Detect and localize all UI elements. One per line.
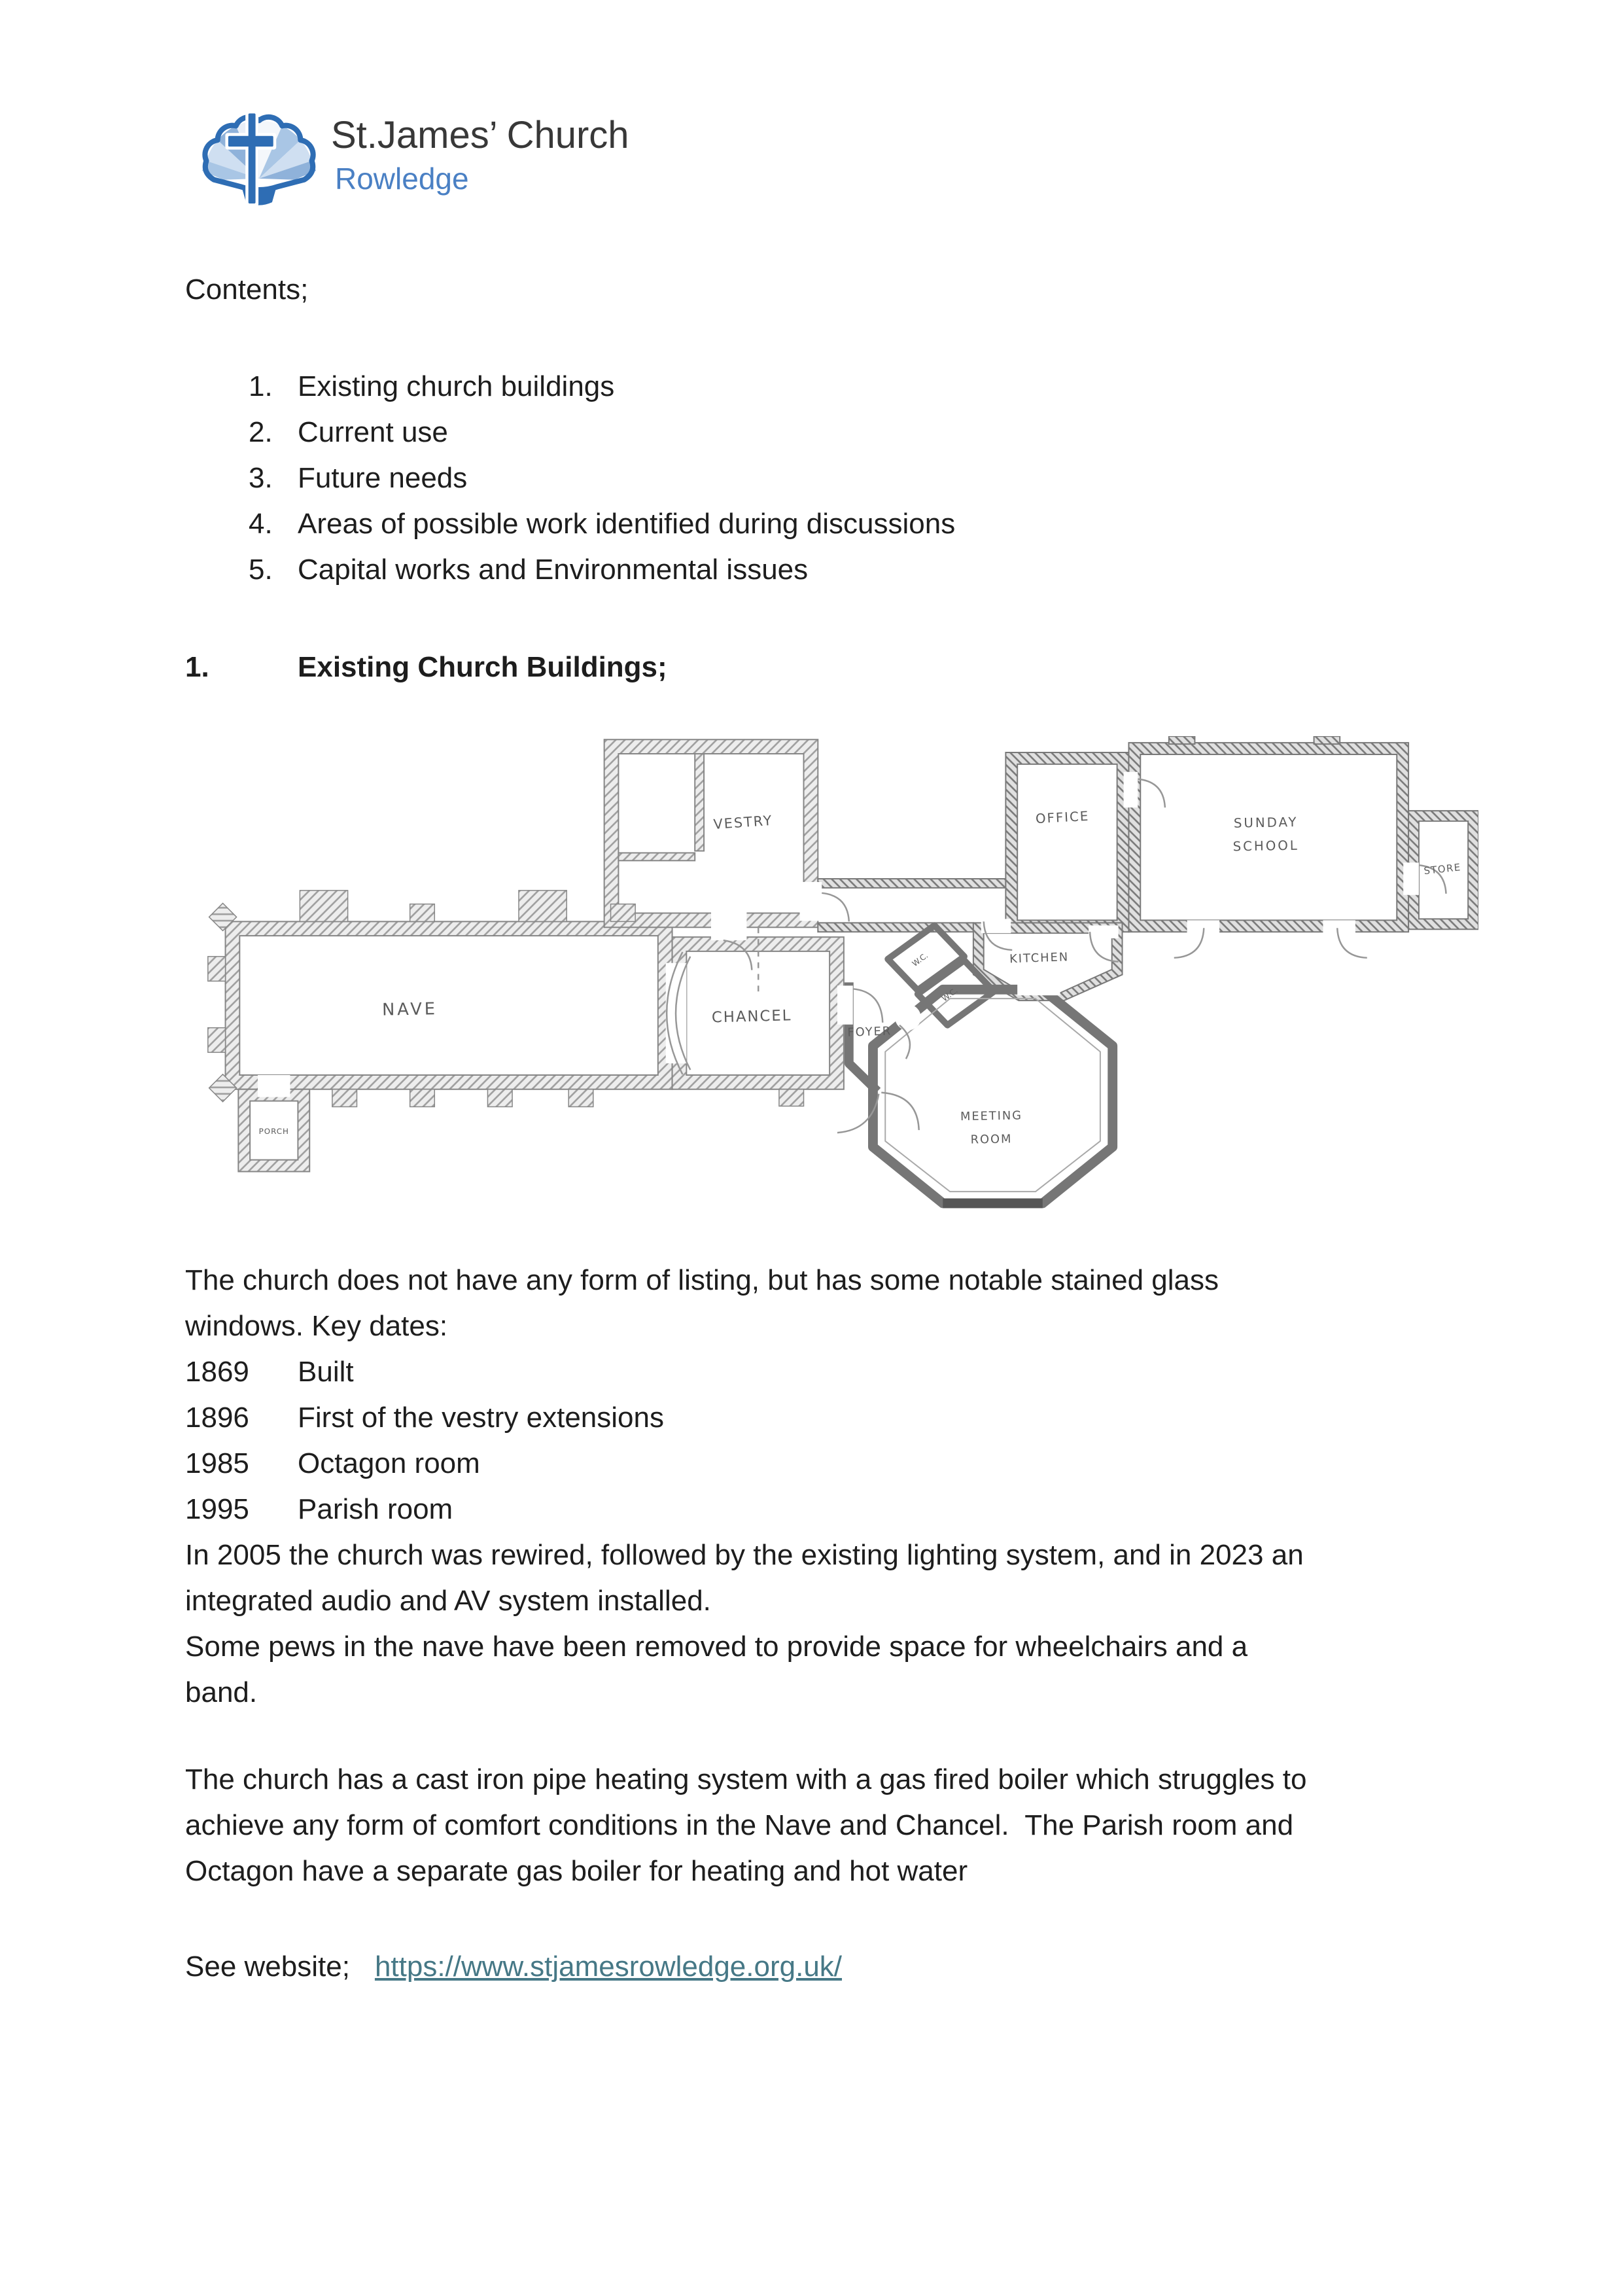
room-label-meeting-room: ROOM: [970, 1132, 1013, 1147]
contents-item-label: Current use: [298, 416, 448, 448]
office-walls: [1005, 752, 1128, 932]
key-date-year: 1985: [185, 1447, 249, 1479]
website-line: [185, 1944, 1565, 1990]
contents-item-5: [185, 547, 955, 593]
logo-subtitle: Rowledge: [335, 162, 469, 196]
room-label-sunday-school: SUNDAY: [1233, 814, 1299, 831]
logo-text: [331, 97, 629, 194]
room-label-office: OFFICE: [1035, 808, 1090, 827]
nave-walls: [226, 921, 672, 1089]
paragraph-heating-line: Octagon have a separate gas boiler for heating and hot water: [185, 1855, 968, 1887]
contents-item-label: Areas of possible work identified during discussions: [298, 508, 956, 540]
shell-cross-logo-icon: [196, 97, 322, 209]
paragraph-rewired: integrated audio and AV system installed.: [185, 1585, 711, 1617]
vestry-walls: [604, 739, 818, 927]
corridor-wall: [818, 879, 1005, 888]
room-label-foyer: FOYER: [847, 1024, 892, 1040]
vestry-partition: [695, 754, 704, 851]
contents-item-3: [185, 455, 955, 501]
key-date-event: Octagon room: [298, 1447, 480, 1479]
meeting-room-inner-line: [885, 998, 1100, 1192]
key-date-year: 1869: [185, 1356, 249, 1388]
website-link[interactable]: https://www.stjamesrowledge.org.uk/: [374, 1951, 843, 1983]
contents-heading: Contents;: [185, 274, 309, 306]
paragraph-heating: [185, 1757, 1565, 1894]
room-label-vestry: VESTRY: [712, 812, 774, 833]
sunday-school-walls: [1128, 743, 1408, 932]
section-title: Existing Church Buildings;: [298, 651, 667, 683]
paragraph-listing: windows. Key dates:: [185, 1310, 448, 1342]
paragraph-pews: Some pews in the nave have been removed to provide space for wheelchairs and a: [185, 1631, 1248, 1663]
corridor-wall: [818, 923, 973, 932]
contents-item-number: 5.: [249, 554, 273, 586]
contents-list: [185, 364, 955, 593]
church-logo: [196, 97, 629, 209]
section-number: 1.: [185, 651, 209, 683]
room-label-meeting-room: MEETING: [960, 1108, 1023, 1124]
key-date-event: First of the vestry extensions: [298, 1402, 664, 1434]
vestry-partition: [618, 853, 695, 860]
contents-item-label: Existing church buildings: [298, 370, 615, 402]
contents-item-label: Capital works and Environmental issues: [298, 554, 809, 586]
contents-item-number: 4.: [249, 508, 273, 540]
room-label-sunday-school: SCHOOL: [1232, 838, 1300, 855]
floor-plan-drawing: [196, 736, 1478, 1219]
contents-item-label: Future needs: [298, 462, 468, 494]
floor-plan: [196, 736, 1478, 1219]
paragraph-heating-line: achieve any form of comfort conditions in the Nave and Chancel. The Parish room and: [185, 1809, 1294, 1841]
room-label-porch: PORCH: [258, 1127, 289, 1137]
paragraph-pews: band.: [185, 1676, 258, 1708]
key-date-row: [185, 1487, 1565, 1532]
room-label-kitchen: KITCHEN: [1009, 950, 1070, 966]
room-label-wc-upper: W.C.: [910, 951, 930, 968]
key-date-year: 1995: [185, 1493, 249, 1525]
room-label-nave: NAVE: [381, 999, 438, 1020]
key-date-event: Built: [298, 1356, 354, 1388]
contents-item-1: [185, 364, 955, 410]
paragraph-listing: The church does not have any form of listing, but has some notable stained glass: [185, 1264, 1219, 1296]
contents-item-number: 2.: [249, 416, 273, 448]
paragraph-heating-line: The church has a cast iron pipe heating system with a gas fired boiler which struggles to: [185, 1763, 1307, 1795]
contents-item-4: [185, 501, 955, 547]
room-labels: [259, 809, 1462, 1147]
body-text: [185, 1258, 1565, 1716]
room-label-chancel: CHANCEL: [711, 1007, 792, 1027]
room-label-store: STORE: [1423, 862, 1462, 877]
key-date-row: [185, 1441, 1565, 1487]
section-heading: [185, 645, 667, 690]
contents-item-2: [185, 410, 955, 455]
contents-item-number: 1.: [249, 370, 273, 402]
key-date-row: [185, 1349, 1565, 1395]
key-date-year: 1896: [185, 1402, 249, 1434]
key-date-event: Parish room: [298, 1493, 453, 1525]
contents-item-number: 3.: [249, 462, 273, 494]
room-label-wc-lower: W.C.: [940, 985, 960, 1004]
logo-title: St.James’ Church: [331, 114, 629, 156]
paragraph-rewired: In 2005 the church was rewired, followed by the existing lighting system, and in 2023 an: [185, 1539, 1304, 1571]
key-date-row: [185, 1395, 1565, 1441]
website-label: See website;: [185, 1951, 350, 1983]
